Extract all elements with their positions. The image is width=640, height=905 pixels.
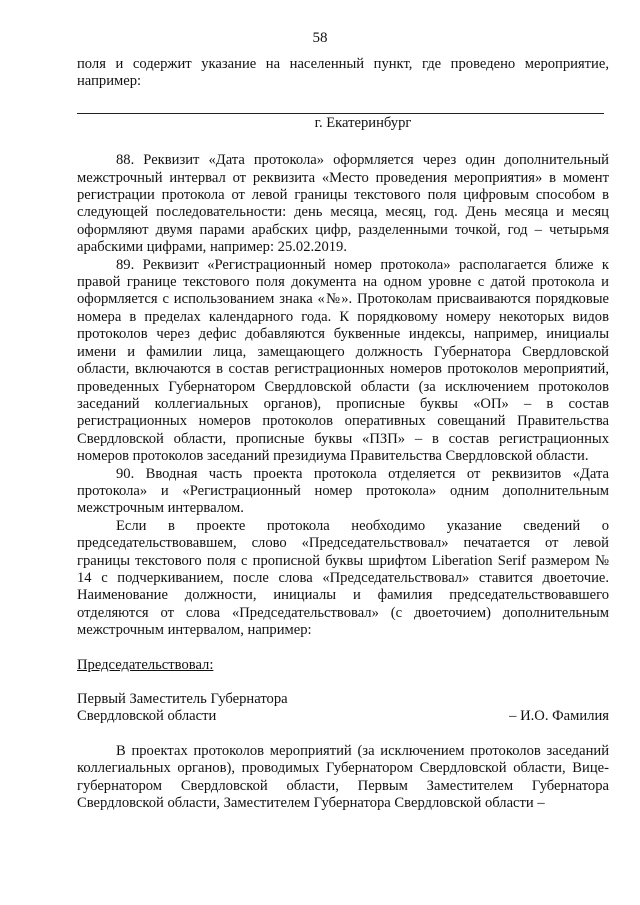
chair-signature-row	[77, 708, 609, 725]
chair-name: – И.О. Фамилия	[509, 708, 609, 725]
paragraph-88: 88. Реквизит «Дата протокола» оформляется через один дополнительный межстрочный интервал от реквизита «Место проведения мероприятия» в момент регистрации протокола от левой границы текстового поля цифровым способом в следующей последовательности: день месяца, месяц, год. День месяца и месяц оформляют двумя парами арабских цифр, разделенными точкой, год – четырьмя арабскими цифрами, например: 25.02.2019.	[77, 152, 609, 256]
paragraph-89: 89. Реквизит «Регистрационный номер протокола» располагается ближе к правой границе текстового поля документа на одном уровне с датой протокола и оформляется с использованием знака «№». Протоколам присваиваются порядковые номера в пределах календарного года. К порядковому номеру некоторых видов протоколов через дефис добавляются буквенные индексы, например, инициалы имени и фамилии лица, замещающего должность Губернатора Свердловской области, включаются в состав регистрационных номеров протоколов мероприятий, проведенных Губернатором Свердловской области (за исключением протоколов заседаний коллегиальных органов), прописные буквы «ОП» – в состав регистрационных номеров протоколов оперативных совещаний Правительства Свердловской области, прописные буквы «ПЗП» – в состав регистрационных номеров протоколов заседаний президиума Правительства Свердловской области.	[77, 256, 609, 465]
paragraph-protocols-events: В проектах протоколов мероприятий (за исключением протоколов заседаний коллегиальных органов), проводимых Губернатором Свердловской области, Вице-губернатором Свердловской области, Первым Заместителем Губернатора Свердловской области, Заместителем Губернатора Свердловской области –	[77, 742, 609, 812]
place-field-rule	[77, 113, 604, 114]
page-number: 58	[312, 30, 328, 46]
chair-position-line2: Свердловской области	[77, 708, 217, 725]
place-city-example: г. Екатеринбург	[314, 114, 412, 131]
paragraph-chair-rules: Если в проекте протокола необходимо указание сведений о председательствовавшем, слово «Председательствовал» печатается от левой границы текстового поля с прописной буквы шрифтом Liberation Serif размером № 14 с подчеркиванием, после слова «Председательствовал» ставится двоеточие. Наименование должности, инициалы и фамилия председательствовавшего отделяются от слова «Председательствовал» (с двоеточием) дополнительным межстрочным интервалом, например:	[77, 517, 609, 639]
chair-label: Председательствовал:	[77, 656, 214, 673]
chair-position-line1: Первый Заместитель Губернатора	[77, 691, 288, 707]
intro-paragraph: поля и содержит указание на населенный пункт, где проведено мероприятие, например:	[77, 56, 609, 90]
paragraph-90: 90. Вводная часть проекта протокола отделяется от реквизитов «Дата протокола» и «Регистрационный номер протокола» одним дополнительным межстрочным интервалом.	[77, 465, 609, 517]
document-body	[77, 56, 609, 812]
